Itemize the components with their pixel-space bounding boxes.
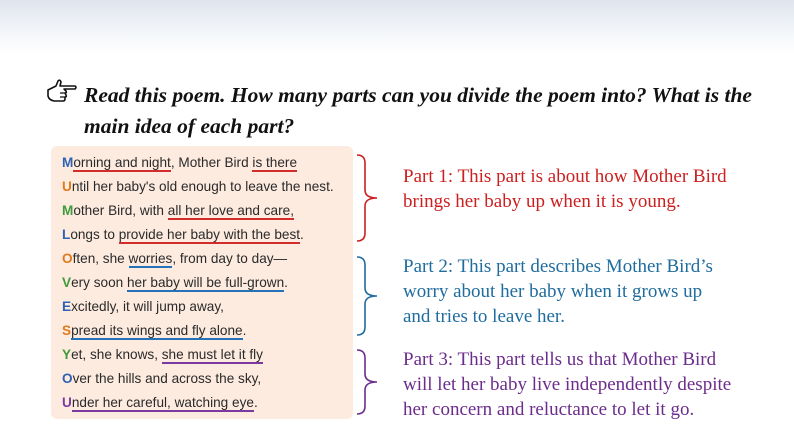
poem-line-initial: S <box>62 323 72 338</box>
poem-line <box>62 392 258 414</box>
part-3-line: Part 3: This part tells us that Mother Bird <box>403 349 717 370</box>
poem-text: , from day to day— <box>172 251 288 266</box>
poem-line-initial: M <box>62 203 74 218</box>
part-3-line: her concern and reluctance to let it go. <box>403 399 695 420</box>
underlined-phrase: is there <box>252 155 297 170</box>
poem-line-initial: Y <box>62 347 72 362</box>
underlined-phrase: nder her careful, watching eye <box>71 395 254 410</box>
poem-text: et, she knows, <box>71 347 162 362</box>
part-1-summary <box>403 164 783 214</box>
poem-line <box>62 344 263 366</box>
poem-line <box>62 296 224 318</box>
poem-text: ery soon <box>71 275 127 290</box>
poem-line-initial: E <box>62 299 72 314</box>
part-3-line: will let her baby live independently despite <box>403 374 732 395</box>
brace-part-1-icon <box>355 153 385 243</box>
part-2-line: and tries to leave her. <box>403 306 565 327</box>
poem-text: . <box>253 395 258 410</box>
poem-line-initial: U <box>62 395 72 410</box>
poem-line-initial: L <box>62 227 71 242</box>
underlined-phrase: all her love and care, <box>167 203 294 218</box>
poem-text: xcitedly, it will jump away, <box>71 299 224 314</box>
poem-line <box>62 368 261 390</box>
underlined-phrase: provide her baby with the best <box>118 227 301 242</box>
part-2-line: worry about her baby when it grows up <box>403 281 703 302</box>
poem-line-initial: V <box>62 275 72 290</box>
poem-line-initial: U <box>62 179 72 194</box>
poem-text: ongs to <box>70 227 119 242</box>
poem-text: ntil her baby's old enough to leave the nest. <box>71 179 334 194</box>
poem-line <box>62 272 288 294</box>
poem-text: other Bird, with <box>73 203 168 218</box>
poem-line-initial: M <box>62 155 74 170</box>
poem-line <box>62 224 304 246</box>
poem-line <box>62 248 287 270</box>
underlined-phrase: orning and night <box>73 155 171 170</box>
brace-part-2-icon <box>355 255 385 337</box>
part-2-line: Part 2: This part describes Mother Bird’s <box>403 256 713 277</box>
pointing-hand-icon <box>46 78 78 104</box>
poem-line-initial: O <box>62 371 73 386</box>
poem-line <box>62 200 294 222</box>
poem-text: . <box>284 275 288 290</box>
instruction-text <box>84 80 774 142</box>
poem-line <box>62 176 334 198</box>
poem-line <box>62 152 297 174</box>
poem-text: . <box>242 323 247 338</box>
instruction-line-1: Read this poem. How many parts can you divide the poem into? What is the <box>84 83 752 107</box>
header-band <box>0 0 794 55</box>
poem-text: ver the hills and across the sky, <box>72 371 262 386</box>
instruction-line-2: main idea of each part? <box>84 114 295 138</box>
poem-text: ften, she <box>72 251 129 266</box>
poem-text: . <box>300 227 304 242</box>
part-2-summary <box>403 254 783 329</box>
part-3-summary <box>403 347 783 422</box>
poem-line-initial: O <box>62 251 73 266</box>
underlined-phrase: worries <box>128 251 173 266</box>
part-1-line: Part 1: This part is about how Mother Bird <box>403 166 727 187</box>
poem-line <box>62 320 246 342</box>
underlined-phrase: her baby will be full-grown <box>127 275 285 290</box>
underlined-phrase: she must let it fly <box>161 347 263 362</box>
poem-text: , Mother Bird <box>170 155 253 170</box>
underlined-phrase: pread its wings and fly alone <box>71 323 243 338</box>
brace-part-3-icon <box>355 348 385 416</box>
part-1-line: brings her baby up when it is young. <box>403 191 681 212</box>
